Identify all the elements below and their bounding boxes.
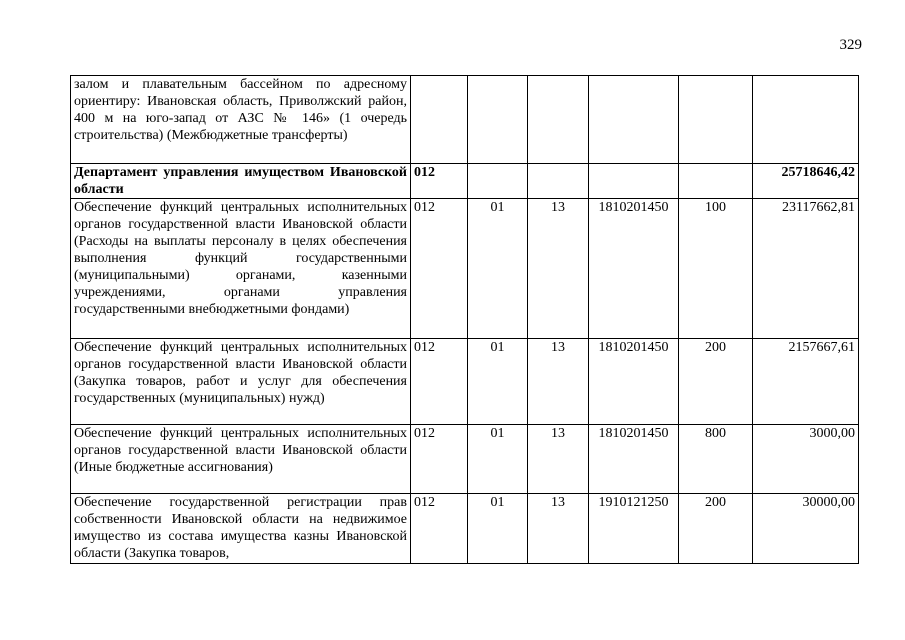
expense-type-code: 200 <box>679 494 753 564</box>
subsection-code <box>528 76 589 164</box>
expense-type-code: 800 <box>679 425 753 494</box>
expense-type-code: 100 <box>679 199 753 339</box>
row-name: Обеспечение функций центральных исполнительных органов государственной власти Ивановской области (Иные бюджетные ассигнования) <box>71 425 411 494</box>
subsection-code: 13 <box>528 494 589 564</box>
ministry-code: 012 <box>411 494 468 564</box>
row-name: Департамент управления имуществом Ивановской области <box>71 164 411 199</box>
table-row <box>71 164 859 199</box>
expense-type-code: 200 <box>679 339 753 425</box>
target-code <box>589 76 679 164</box>
table-row <box>71 425 859 494</box>
table-row <box>71 494 859 564</box>
amount <box>753 76 859 164</box>
row-name: Обеспечение государственной регистрации прав собственности Ивановской области на недвижимое имущество из состава имущества казны Ивановской области (Закупка товаров, <box>71 494 411 564</box>
subsection-code <box>528 164 589 199</box>
budget-table <box>70 75 859 564</box>
amount: 30000,00 <box>753 494 859 564</box>
target-code: 1810201450 <box>589 425 679 494</box>
subsection-code: 13 <box>528 425 589 494</box>
section-code: 01 <box>468 425 528 494</box>
amount: 2157667,61 <box>753 339 859 425</box>
section-code: 01 <box>468 199 528 339</box>
target-code: 1910121250 <box>589 494 679 564</box>
section-code: 01 <box>468 494 528 564</box>
target-code: 1810201450 <box>589 339 679 425</box>
row-name: Обеспечение функций центральных исполнительных органов государственной власти Ивановской области (Закупка товаров, работ и услуг для обеспечения государственных (муниципальных) нужд) <box>71 339 411 425</box>
table-row <box>71 199 859 339</box>
amount: 23117662,81 <box>753 199 859 339</box>
expense-type-code <box>679 76 753 164</box>
target-code <box>589 164 679 199</box>
table-row <box>71 76 859 164</box>
ministry-code: 012 <box>411 425 468 494</box>
ministry-code: 012 <box>411 199 468 339</box>
target-code: 1810201450 <box>589 199 679 339</box>
amount: 25718646,42 <box>753 164 859 199</box>
ministry-code <box>411 76 468 164</box>
ministry-code: 012 <box>411 164 468 199</box>
subsection-code: 13 <box>528 199 589 339</box>
expense-type-code <box>679 164 753 199</box>
row-name: Обеспечение функций центральных исполнительных органов государственной власти Ивановской области (Расходы на выплаты персоналу в целях обеспечения выполнения функций государственными (муниципальными) органами, казенными учреждениями, органами управления государственными внебюджетными фондами) <box>71 199 411 339</box>
ministry-code: 012 <box>411 339 468 425</box>
page-number: 329 <box>839 37 862 53</box>
subsection-code: 13 <box>528 339 589 425</box>
section-code <box>468 76 528 164</box>
section-code: 01 <box>468 339 528 425</box>
section-code <box>468 164 528 199</box>
row-name: залом и плавательным бассейном по адресному ориентиру: Ивановская область, Приволжский район, 400 м на юго-запад от АЗС № 146» (1 очередь строительства) (Межбюджетные трансферты) <box>71 76 411 164</box>
amount: 3000,00 <box>753 425 859 494</box>
table-row <box>71 339 859 425</box>
